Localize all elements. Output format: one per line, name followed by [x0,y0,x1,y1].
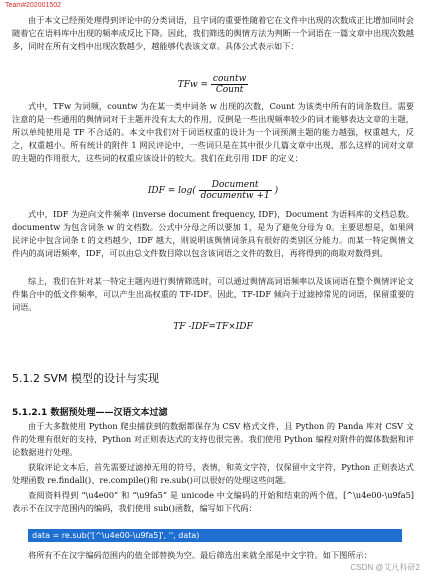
section-heading: 5.1.2 SVM 模型的设计与实现 [12,372,159,385]
idf-numerator: Document [199,180,272,191]
paragraph-result: 将所有不在汉字编码范围内的值全部替换为空。最后筛选出来就全部是中文字符。如下图所示： [28,550,372,560]
tf-denominator: Count [215,85,244,95]
tfidf-formula: TF -IDF=TF×IDF [173,322,253,332]
paragraph-intro: 由于本文已经预处理得到评论中的分类词语，且字词的重要性随着它在文件中出现的次数成正比增加同时会随着它在语料库中出现的频率成反比下降。因此，我们筛选的舆情方法为判断一个词语在一篇文章中出现次数越多，同时在所有文档中出现次数越少，越能够代表该文章。具体公式表示如下： [12,15,414,51]
paragraph-filtering: 获取评论文本后，首先需要过滤掉无用的符号，表情，和英文字符，仅保留中文字符，Python 正则表达式处理函数 re.findall()、re.compile()和 re.sub()可以很好的处理这些问题。 [12,462,414,485]
idf-formula-close: ) [274,186,279,196]
watermark-text: CSDN @艾凡科研2 [350,563,420,572]
idf-formula [0,180,426,201]
team-id-label: Team#202001502 [5,2,62,9]
idf-denominator: documentw +1 [200,191,270,201]
paragraph-tf-explanation: 式中，TFw 为词频，countw 为在某一类中词条 w 出现的次数，Count 为该类中所有的词条数目。需要注意的是一些通用的舆情词对于主题并没有太大的作用，反倒是一些出现频率较少的词才能够表达文章的主题，所以单纯使用是 TF 不合适的。本文中我们对于词语权重的设计为一个词预测主题的能力越强，权重越大，反之，权重越小。所有统计的附件 1 网民评论中，一些词只是在其中很少几篇文章中出现，那么这样的词对文章的主题的作用很大，这些词的权重应该设计的较大。我们在此引用 IDF 的定义： [12,101,414,163]
paragraph-idf-explanation: 式中，IDF 为逆向文件频率 (inverse document frequency, IDF)，Document 为语料库的文档总数。documentw 为包含词条 w 的文档数。公式中分母之所以要加 1，是为了避免分母为 0。主要思想是，如果网民评论中包含词条 t 的文档越少，IDF 越大，则说明该舆情词条具有很好的类别区分能力。而某一特定舆情文件内的高词语频率，IDF，可以由总文件数目除以包含该词语之文件的数目，再将得到的商取对数得到。 [12,209,414,258]
code-snippet: data = re.sub('[^\u4e00-\u9fa5]', '', data) [28,529,402,542]
tf-fraction [211,74,248,95]
paragraph-python-intro: 由于大多数使用 Python 爬虫捕获到的数据都保存为 CSV 格式文件，且 Python 的 Panda 库对 CSV 文件的处理有很好的支持，Python 对正则表达式的支持也很完善。我们使用 Python 编程对附件的媒体数据和评论数据进行处理。 [12,421,414,457]
tf-numerator: countw [212,74,247,84]
paragraph-summary: 综上，我们在针对某一特定主题内进行舆情筛选时，可以通过舆情高词语频率以及该词语在整个舆情评论文件集合中的低文件频率，可以产生出高权重的 TF-IDF。因此，TF-IDF 倾向于过滤掉常见的词语，保留重要的词语。 [12,276,414,312]
tf-formula [0,74,426,95]
subsection-heading: 5.1.2.1 数据预处理——汉语文本过滤 [12,408,168,418]
idf-formula-lhs: IDF = log( [147,186,196,196]
paragraph-unicode: 查阅资料得到 “\u4e00” 和 “\u9fa5” 是 unicode 中文编码的开始和结束的两个值，[^\u4e00-\u9fa5]表示不在汉字范围内的编码，我们使用 sub()函数，编写如下代码： [12,490,414,513]
tf-formula-lhs: TFw = [177,80,209,90]
idf-fraction [199,180,272,201]
